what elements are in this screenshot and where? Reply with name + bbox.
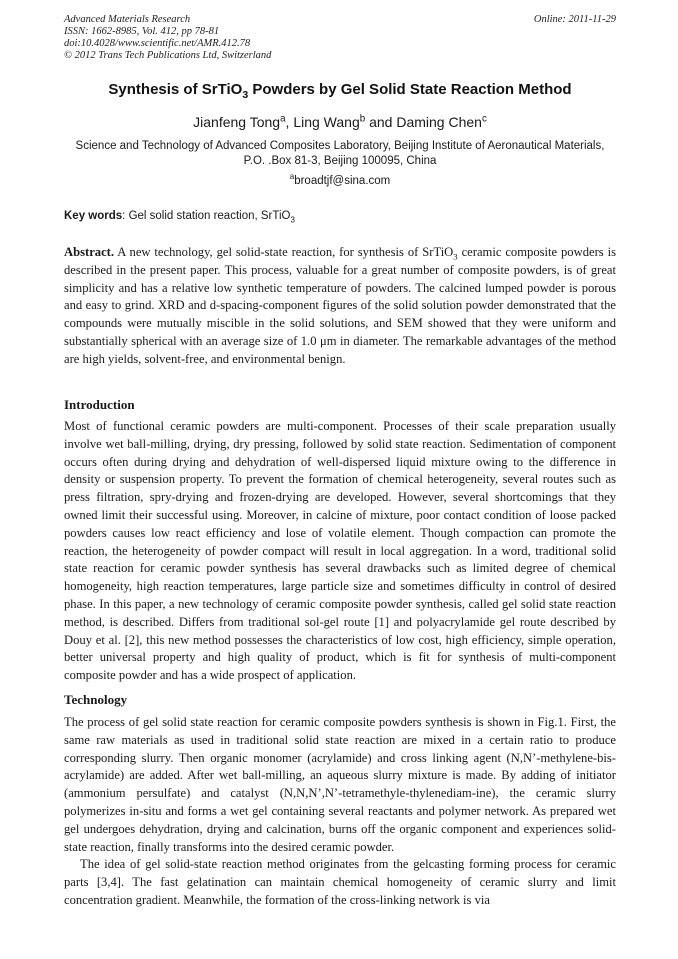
author-email [64, 174, 616, 189]
journal-issn: ISSN: 1662-8985, Vol. 412, pp 78-81 [64, 26, 220, 37]
author-2-mark: b [359, 113, 366, 125]
introduction-body: Most of functional ceramic powders are multi-component. Processes of their scale preparation usually involve wet ball-milling, drying, dry pressing, followed by solid state reaction. Sedimentation of component occurs often during drying and dehydration of well-dispersed liquid mixture owing to the difference in density or suspension property. To prevent the formation of chemical heterogeneity, several routes such as press filtration, spry-drying and frozen-drying are developed. However, several shortcomings that they owned limit their successful using. Moreover, in calcine of mixture, poor contact condition of loose packed powders causes low react efficiency and lose of volatile element. Though compaction can promote the reaction, the heterogeneity of powder compact will result in local aggregation. In a word, traditional solid state reaction for ceramic powder synthesis has several drawbacks such as limited degree of chemical homogeneity, high reaction temperatures, large particle size and sometimes difficulty in control of desired phase. In this paper, a new technology of ceramic composite powder synthesis, called gel solid state reaction method, is described. Differs from traditional sol-gel route [1] and polyacrylamide gel route described by Douy et al. [2], this new method possesses the characteristics of low cost, high efficiency, simple operation, better universal property and high quality of product, which is fit for synthesis of multi-component composite powder and has a wide prospect of application. [64, 419, 616, 683]
paper-title [64, 81, 616, 99]
author-3-mark: c [481, 113, 487, 125]
title-suffix: Powders by Gel Solid State Reaction Method [248, 81, 572, 98]
online-date: Online: 2011-11-29 [533, 14, 616, 25]
title-subscript: 3 [242, 89, 249, 101]
keywords [64, 209, 616, 224]
affiliation: Science and Technology of Advanced Composites Laboratory, Beijing Institute of Aeronautical Materials, P.O. .Box 81-3, Beijing 100095, China [75, 140, 605, 167]
keywords-subscript: 3 [290, 215, 295, 225]
journal-copyright: © 2012 Trans Tech Publications Ltd, Switzerland [64, 50, 272, 61]
author-1: Jianfeng Tong [193, 114, 281, 130]
author-2: Ling Wang [293, 114, 360, 130]
journal-name: Advanced Materials Research [64, 14, 191, 25]
email-mark: a [289, 172, 295, 182]
journal-header [64, 14, 616, 62]
author-1-mark: a [280, 113, 286, 125]
keywords-colon: : [122, 210, 129, 222]
abstract-subscript: 3 [453, 251, 458, 262]
abstract [64, 244, 616, 369]
title-prefix: Synthesis of SrTiO [108, 81, 243, 98]
journal-doi: doi:10.4028/www.scientific.net/AMR.412.78 [64, 38, 251, 49]
technology-paragraph-1: The process of gel solid state reaction for ceramic composite powders synthesis is shown in Fig.1. First, the same raw materials as used in traditional solid state reaction are mixed in a certain ratio to produce corresponding slurry. Then organic monomer (acrylamide) and cross linking agent (N,N’-methylene-bis-acrylamide) are added. After wet ball-milling, an aqueous slurry mixture is made. By adding of initiator (ammonium persulfate) and catalyst (N,N,N’,N’-tetramethyle-thylenediam-ine), the ceramic slurry polymerizes in-situ and forms a wet gel containing several reactants and polymer network. As prepared wet gel undergoes dehydration, drying and calcination, burns off the organic component and experiences solid-state reaction, finally transforms into the desired ceramic powder. [64, 715, 616, 854]
email-address[interactable]: broadtjf@sina.com [294, 175, 391, 187]
author-separator: and [365, 114, 397, 130]
keywords-text: Gel solid station reaction, SrTiO [128, 210, 291, 222]
technology-paragraph-2: The idea of gel solid-state reaction method originates from the gelcasting forming process for ceramic parts [3,4]. The fast gelatination can maintain chemical homogeneity of ceramic slurry and limit concentration gradient. Meanwhile, the formation of the cross-linking network is via [64, 857, 616, 907]
abstract-text-1: A new technology, gel solid-state reaction, for synthesis of SrTiO [114, 245, 454, 259]
technology-body [64, 714, 616, 910]
author-separator: , [285, 114, 294, 130]
introduction-heading: Introduction [64, 397, 135, 412]
abstract-label: Abstract. [64, 245, 115, 259]
author-list [64, 113, 616, 131]
abstract-text-2: ceramic composite powders is described in the present paper. This process, valuable for a great number of composite powders, is of great simplicity and has a relative low synthetic temperature of powders. The calcined lumped powder is porous and easy to grind. XRD and d-spacing-component figures of the solid solution powder demonstrated that the compounds were mutually miscible in the solid solutions, and SEM showed that they were uniform and substantially spherical with an average size of 1.0 μm in diameter. The remarkable advantages of the method are high yields, solvent-free, and environmental benign. [64, 245, 616, 366]
author-3: Daming Chen [396, 114, 482, 130]
technology-heading: Technology [64, 692, 128, 707]
keywords-label: Key words [64, 210, 123, 222]
